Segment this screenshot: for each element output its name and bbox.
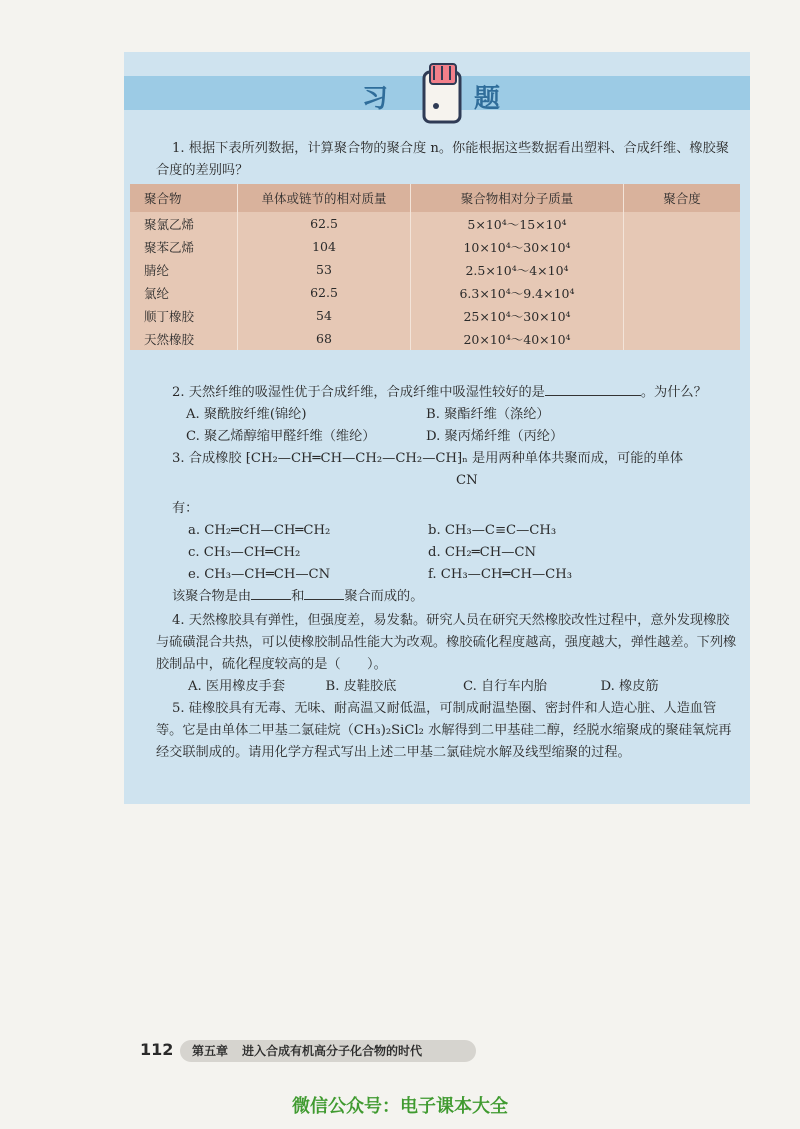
cell-molecular-mass: 10×10⁴～30×10⁴ [411, 235, 624, 258]
q2-option-a[interactable]: A. 聚酰胺纤维(锦纶) [186, 407, 307, 422]
q3-tail-b: 和 [291, 589, 305, 604]
q5-stem: 5. 硅橡胶具有无毒、无味、耐高温又耐低温，可制成耐温垫圈、密封件和人造心脏、人造血管等。它是由单体二甲基二氯硅烷（CH₃)₂SiCl₂ 水解得到二甲基硅二醇，经脱水缩聚成的聚硅氧烷再经交联制成的。请用化学方程式写出上述二甲基二氯硅烷水解及线型缩聚的过程。 [156, 701, 732, 760]
wechat-watermark: 微信公众号：电子课本大全 [292, 1096, 508, 1117]
cell-polymer: 腈纶 [130, 258, 238, 281]
cell-molecular-mass: 2.5×10⁴～4×10⁴ [411, 258, 624, 281]
cell-degree [624, 327, 741, 350]
exercise-notebook-icon [418, 58, 466, 128]
q3-option-f[interactable]: f. CH₃—CH═CH—CH₃ [428, 567, 573, 582]
cell-degree [624, 212, 741, 235]
q3-stem-c: 有： [172, 501, 199, 516]
q2-options [156, 404, 738, 448]
cell-unit-mass: 62.5 [238, 212, 411, 235]
page-number: 112 [140, 1040, 174, 1059]
cell-unit-mass: 104 [238, 235, 411, 258]
table-row [130, 212, 740, 235]
q4-option-c[interactable]: C. 自行车内胎 [463, 679, 547, 694]
cell-unit-mass: 54 [238, 304, 411, 327]
cell-degree [624, 281, 741, 304]
q3-option-c[interactable]: c. CH₃—CH═CH₂ [188, 545, 301, 560]
q4-options [156, 676, 738, 698]
cell-polymer: 天然橡胶 [130, 327, 238, 350]
q4-stem: 4. 天然橡胶具有弹性，但强度差，易发黏。研究人员在研究天然橡胶改性过程中，意外发现橡胶与硫磺混合共热，可以使橡胶制品性能大为改观。橡胶硫化程度越高，强度越大，弹性越差。下列橡胶制品中，硫化程度较高的是（ ）。 [156, 613, 737, 672]
exercise-body [156, 138, 738, 182]
chapter-title: 进入合成有机高分子化合物的时代 [242, 1044, 423, 1058]
cell-degree [624, 235, 741, 258]
table-row [130, 281, 740, 304]
cell-polymer: 聚苯乙烯 [130, 235, 238, 258]
q3-options [156, 520, 738, 586]
table-row [130, 304, 740, 327]
table-row [130, 235, 740, 258]
q3-option-e[interactable]: e. CH₃—CH═CH—CN [188, 567, 331, 582]
answer-blank[interactable] [304, 599, 344, 600]
q2-option-b[interactable]: B. 聚酯纤维（涤纶） [426, 407, 550, 422]
q3-option-b[interactable]: b. CH₃—C≡C—CH₃ [428, 523, 557, 538]
q4-option-d[interactable]: D. 橡皮筋 [600, 679, 659, 694]
q2-stem-text: 2. 天然纤维的吸湿性优于合成纤维，合成纤维中吸湿性较好的是 [172, 385, 545, 400]
answer-blank[interactable] [251, 599, 291, 600]
q1-text: 1. 根据下表所列数据，计算聚合物的聚合度 n。你能根据这些数据看出塑料、合成纤维、橡胶聚合度的差别吗？ [156, 141, 729, 178]
cell-molecular-mass: 25×10⁴～30×10⁴ [411, 304, 624, 327]
q4-option-a[interactable]: A. 医用橡皮手套 [188, 679, 286, 694]
q3-stem-text: 3. 合成橡胶 [172, 451, 242, 466]
answer-blank[interactable] [545, 395, 641, 396]
chapter-number: 第五章 [192, 1044, 229, 1058]
cell-polymer: 氯纶 [130, 281, 238, 304]
q4-option-b[interactable]: B. 皮鞋胶底 [325, 679, 397, 694]
cell-degree [624, 304, 741, 327]
cell-degree [624, 258, 741, 281]
col-header: 单体或链节的相对质量 [238, 184, 411, 212]
title-right-char: 题 [474, 84, 501, 114]
q3-polymer-formula: ⁅CH₂—CH═CH—CH₂—CH₂—CH⁆ₙ [245, 451, 468, 466]
cell-molecular-mass: 5×10⁴～15×10⁴ [411, 212, 624, 235]
q3-option-a[interactable]: a. CH₂═CH—CH═CH₂ [188, 523, 331, 538]
q3-stem [156, 448, 738, 470]
q2-stem-tail: 。为什么？ [640, 385, 707, 400]
cell-polymer: 聚氯乙烯 [130, 212, 238, 235]
cell-molecular-mass: 20×10⁴～40×10⁴ [411, 327, 624, 350]
cell-unit-mass: 62.5 [238, 281, 411, 304]
table-row [130, 258, 740, 281]
q2-option-c[interactable]: C. 聚乙烯醇缩甲醛纤维（维纶） [186, 429, 376, 444]
title-left-char: 习 [362, 84, 389, 114]
cell-unit-mass: 53 [238, 258, 411, 281]
q3-tail-a: 该聚合物是由 [172, 589, 252, 604]
chapter-label [180, 1040, 476, 1062]
col-header: 聚合物 [130, 184, 238, 212]
table-header-row [130, 184, 740, 212]
cell-unit-mass: 68 [238, 327, 411, 350]
q3-option-d[interactable]: d. CH₂═CH—CN [428, 545, 537, 560]
polymer-table [130, 184, 740, 350]
cell-polymer: 顺丁橡胶 [130, 304, 238, 327]
q2-stem [156, 382, 738, 404]
q2-block [156, 382, 738, 764]
q3-tail-c: 聚合而成的。 [344, 589, 424, 604]
cell-molecular-mass: 6.3×10⁴～9.4×10⁴ [411, 281, 624, 304]
q3-tail [156, 586, 738, 608]
q3-substituent: CN [456, 473, 478, 488]
col-header: 聚合度 [624, 184, 741, 212]
q3-stem-tail: 是用两种单体共聚而成，可能的单体 [472, 451, 684, 466]
table-row [130, 327, 740, 350]
q2-option-d[interactable]: D. 聚丙烯纤维（丙纶） [426, 429, 564, 444]
col-header: 聚合物相对分子质量 [411, 184, 624, 212]
